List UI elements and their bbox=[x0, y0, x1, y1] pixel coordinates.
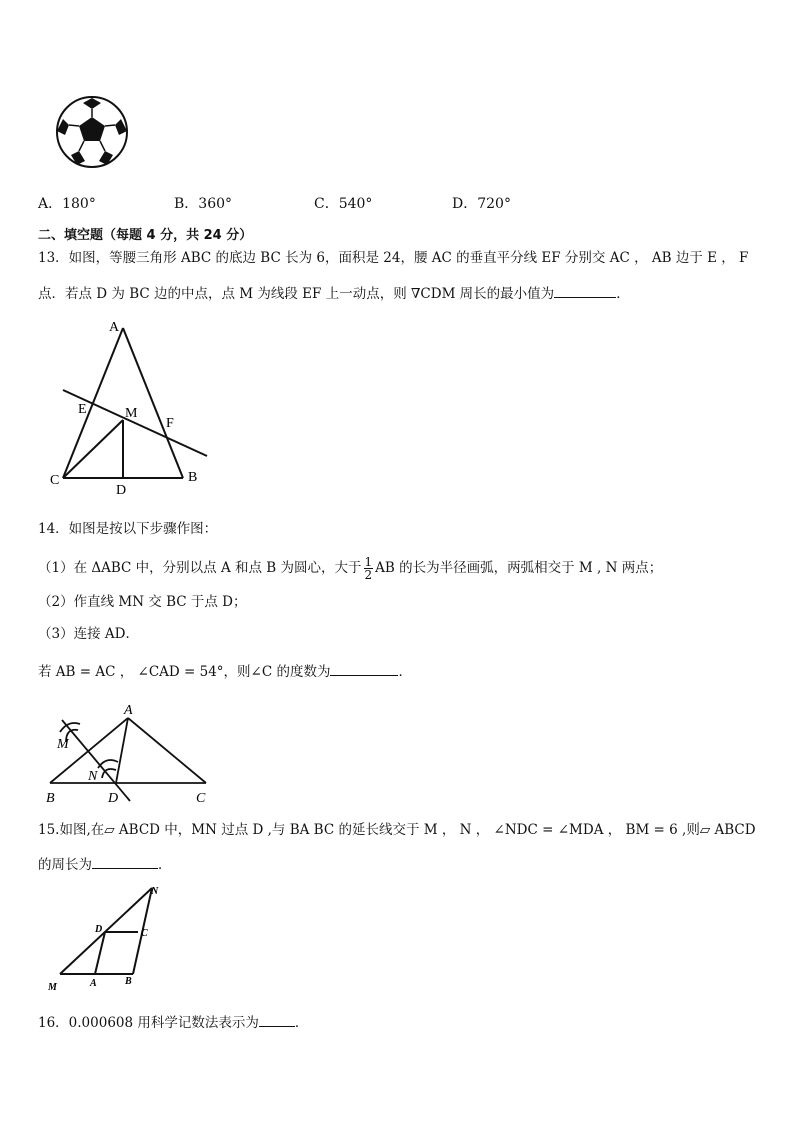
label-b: B bbox=[188, 470, 198, 485]
q15-line1: 15.如图,在▱ ABCD 中，MN 过点 D ,与 BA BC 的延长线交于 M ， N ， ∠NDC = ∠MDA ， BM = 6 ,则▱ ABCD bbox=[38, 822, 756, 838]
answer-blank[interactable] bbox=[554, 283, 616, 298]
label-m: M bbox=[48, 982, 57, 993]
q14-triangle-figure bbox=[40, 698, 220, 810]
label-b: B bbox=[46, 791, 55, 806]
q13-triangle-figure bbox=[40, 315, 220, 500]
answer-blank[interactable] bbox=[259, 1012, 295, 1027]
label-d: D bbox=[95, 924, 103, 935]
label-b: B bbox=[125, 976, 132, 987]
label-c: C bbox=[196, 791, 206, 806]
q13-line1: 13．如图，等腰三角形 ABC 的底边 BC 长为 6，面积是 24，腰 AC 的垂直平分线 EF 分别交 AC ， AB 边于 E ， F bbox=[38, 250, 749, 266]
label-e: E bbox=[78, 402, 87, 417]
q16-line: 16．0.000608 用科学记数法表示为 ． bbox=[38, 1012, 308, 1032]
q13-line2: 点．若点 D 为 BC 边的中点，点 M 为线段 EF 上一动点，则 ∇CDM 周长的最小值为 ． bbox=[38, 283, 630, 303]
q14-step2: （2）作直线 MN 交 BC 于点 D； bbox=[38, 594, 247, 610]
q14-question: 若 AB = AC ， ∠CAD = 54°，则∠C 的度数为 ． bbox=[38, 661, 412, 681]
option-d: D．720° bbox=[452, 196, 511, 212]
label-c: C bbox=[141, 928, 148, 939]
option-b: B．360° bbox=[174, 196, 233, 212]
q14-step1: （1）在 ΔABC 中，分别以点 A 和点 B 为圆心，大于 $\frac{1}{2}$ AB 的长为半径画弧，两弧相交于 M , N 两点； bbox=[38, 555, 663, 582]
fraction-half: $\frac{1}{2}$ bbox=[364, 555, 373, 582]
label-a: A bbox=[109, 320, 120, 335]
option-a: A．180° bbox=[38, 196, 96, 212]
label-d: D bbox=[116, 483, 127, 498]
label-f: F bbox=[166, 416, 174, 431]
q15-line2: 的周长为 ． bbox=[38, 854, 172, 874]
label-n: N bbox=[88, 769, 98, 784]
q14-intro: 14．如图是按以下步骤作图： bbox=[38, 521, 218, 537]
q15-parallelogram-figure bbox=[40, 880, 180, 995]
label-m: M bbox=[57, 737, 69, 752]
label-m: M bbox=[125, 406, 138, 421]
answer-blank[interactable] bbox=[92, 854, 158, 869]
label-n: N bbox=[151, 886, 159, 897]
section-title: 二、填空题（每题 4 分，共 24 分） bbox=[38, 228, 253, 243]
soccer-ball-figure bbox=[55, 95, 131, 171]
label-c: C bbox=[50, 473, 60, 488]
answer-blank[interactable] bbox=[330, 661, 398, 676]
label-a: A bbox=[124, 703, 133, 718]
option-c: C．540° bbox=[314, 196, 373, 212]
label-d: D bbox=[108, 791, 119, 806]
label-a: A bbox=[90, 978, 97, 989]
q14-step3: （3）连接 AD． bbox=[38, 626, 139, 642]
